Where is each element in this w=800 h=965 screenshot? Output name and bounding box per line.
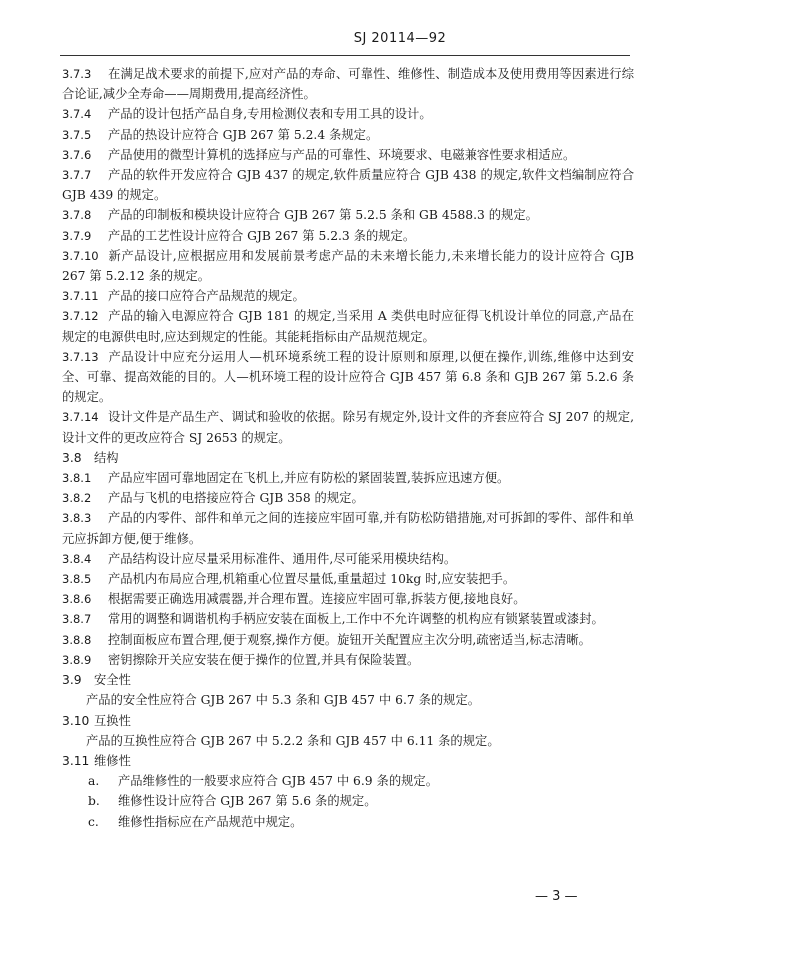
section-number: 3.10 <box>62 713 90 728</box>
document-body <box>62 64 634 832</box>
clause-number: 3.8.7 <box>62 612 92 627</box>
clause-3-7-14 <box>62 407 634 447</box>
header-rule <box>60 55 630 56</box>
section-3-9-text: 产品的安全性应符合 GJB 267 中 5.3 条和 GJB 457 中 6.7 条的规定。 <box>86 693 481 708</box>
clause-text: 产品的热设计应符合 GJB 267 第 5.2.4 条规定。 <box>108 127 379 142</box>
clause-text: 产品结构设计应尽量采用标准件、通用件,尽可能采用模块结构。 <box>108 551 457 566</box>
clause-text: 产品的内零件、部件和单元之间的连接应牢固可靠,并有防松防错措施,对可拆卸的零件、部件和单元应拆卸方便,便于维修。 <box>62 511 634 546</box>
clause-3-7-9 <box>62 226 634 246</box>
clause-number: 3.7.3 <box>62 67 92 81</box>
section-heading-3-9 <box>62 670 634 690</box>
section-number: 3.8 <box>62 450 82 465</box>
clause-3-8-5 <box>62 569 634 589</box>
section-number: 3.11 <box>62 753 90 768</box>
clause-text: 密钥擦除开关应安装在便于操作的位置,并具有保险装置。 <box>108 652 420 667</box>
clause-text: 产品的设计包括产品自身,专用检测仪表和专用工具的设计。 <box>108 107 432 122</box>
clause-text: 新产品设计,应根据应用和发展前景考虑产品的未来增长能力,未来增长能力的设计应符合 GJB 267 第 5.2.12 条的规定。 <box>62 248 634 284</box>
clause-number: 3.7.12 <box>62 309 99 324</box>
page-header: SJ 20114—92 <box>353 31 447 46</box>
clause-number: 3.8.5 <box>62 572 92 587</box>
section-title: 安全性 <box>94 673 131 688</box>
clause-3-8-3 <box>62 508 634 548</box>
clause-number: 3.8.1 <box>62 471 92 486</box>
clause-3-8-7 <box>62 609 634 629</box>
clause-text: 产品设计中应充分运用人—机环境系统工程的设计原则和原理,以便在操作,训练,维修中达到安全、可靠、提高效能的目的。人—机环境工程的设计应符合 GJB 457 第 6.8 条和 GJB 267 第 5.2.6 条的规定。 <box>62 349 634 405</box>
clause-text: 根据需要正确选用减震器,并合理布置。连接应牢固可靠,拆装方便,接地良好。 <box>108 592 526 607</box>
section-heading-3-8 <box>62 448 634 468</box>
list-item-text: 产品维修性的一般要求应符合 GJB 457 中 6.9 条的规定。 <box>118 774 439 789</box>
clause-3-7-13 <box>62 347 634 408</box>
clause-text: 产品的接口应符合产品规范的规定。 <box>108 289 305 304</box>
clause-text: 产品应牢固可靠地固定在飞机上,并应有防松的紧固装置,装拆应迅速方便。 <box>108 471 510 486</box>
list-marker: c. <box>88 814 99 829</box>
clause-text: 控制面板应布置合理,便于观察,操作方便。旋钮开关配置应主次分明,疏密适当,标志清晰。 <box>108 632 591 647</box>
clause-number: 3.8.6 <box>62 592 92 607</box>
clause-3-7-6 <box>62 145 634 165</box>
list-marker: a. <box>88 774 100 789</box>
clause-text: 产品的输入电源应符合 GJB 181 的规定,当采用 A 类供电时应征得飞机设计单位的同意,产品在规定的电源供电时,应达到规定的性能。其能耗指标由产品规范规定。 <box>62 309 634 344</box>
section-title: 维修性 <box>94 753 131 768</box>
clause-number: 3.7.14 <box>62 410 99 425</box>
clause-text: 产品的工艺性设计应符合 GJB 267 第 5.2.3 条的规定。 <box>108 228 416 243</box>
clause-text: 产品与飞机的电搭接应符合 GJB 358 的规定。 <box>108 491 364 506</box>
clause-3-7-12 <box>62 306 634 346</box>
section-heading-3-11 <box>62 751 634 771</box>
clause-number: 3.7.6 <box>62 147 92 162</box>
clause-number: 3.7.8 <box>62 208 92 223</box>
clause-3-7-10 <box>62 246 634 286</box>
list-item <box>62 771 634 791</box>
list-item-text: 维修性指标应在产品规范中规定。 <box>118 814 303 829</box>
list-item <box>62 791 634 811</box>
section-heading-3-10 <box>62 711 634 731</box>
clause-number: 3.8.3 <box>62 511 92 526</box>
clause-number: 3.7.13 <box>62 349 99 364</box>
clause-3-7-8 <box>62 205 634 225</box>
list-marker: b. <box>88 794 100 809</box>
clause-text: 产品的印制板和模块设计应符合 GJB 267 第 5.2.5 条和 GB 4588.3 的规定。 <box>108 208 538 223</box>
clause-3-7-3 <box>62 64 634 104</box>
clause-3-8-9 <box>62 650 634 670</box>
clause-3-7-11 <box>62 286 634 306</box>
clause-3-7-7 <box>62 165 634 205</box>
clause-3-8-6 <box>62 589 634 609</box>
clause-text: 产品使用的微型计算机的选择应与产品的可靠性、环境要求、电磁兼容性要求相适应。 <box>108 147 576 162</box>
clause-3-8-2 <box>62 488 634 508</box>
clause-3-7-5 <box>62 125 634 145</box>
clause-number: 3.7.9 <box>62 228 92 243</box>
clause-number: 3.7.10 <box>62 248 99 263</box>
section-number: 3.9 <box>62 673 82 688</box>
section-3-10-text: 产品的互换性应符合 GJB 267 中 5.2.2 条和 GJB 457 中 6.11 条的规定。 <box>86 733 500 748</box>
clause-3-8-4 <box>62 549 634 569</box>
clause-number: 3.7.4 <box>62 107 92 122</box>
clause-text: 产品机内布局应合理,机箱重心位置尽量低,重量超过 10kg 时,应安装把手。 <box>108 572 516 587</box>
clause-number: 3.7.7 <box>62 168 92 183</box>
clause-3-8-1 <box>62 468 634 488</box>
clause-number: 3.8.9 <box>62 652 92 667</box>
section-title: 结构 <box>94 450 119 465</box>
clause-number: 3.7.5 <box>62 127 92 142</box>
clause-3-8-8 <box>62 630 634 650</box>
list-item-text: 维修性设计应符合 GJB 267 第 5.6 条的规定。 <box>118 794 377 809</box>
clause-number: 3.7.11 <box>62 289 99 304</box>
clause-number: 3.8.2 <box>62 491 92 506</box>
list-item <box>62 812 634 832</box>
clause-text: 设计文件是产品生产、调试和验收的依据。除另有规定外,设计文件的齐套应符合 SJ 207 的规定,设计文件的更改应符合 SJ 2653 的规定。 <box>62 410 634 445</box>
clause-text: 在满足战术要求的前提下,应对产品的寿命、可靠性、维修性、制造成本及使用费用等因素进行综合论证,减少全寿命——周期费用,提高经济性。 <box>62 67 634 102</box>
clause-text: 常用的调整和调谐机构手柄应安装在面板上,工作中不允许调整的机构应有锁紧装置或漆封。 <box>108 612 604 627</box>
section-title: 互换性 <box>94 713 131 728</box>
page-number: — 3 — <box>535 889 578 904</box>
clause-number: 3.8.8 <box>62 632 92 647</box>
clause-3-7-4 <box>62 104 634 124</box>
clause-number: 3.8.4 <box>62 551 92 566</box>
clause-text: 产品的软件开发应符合 GJB 437 的规定,软件质量应符合 GJB 438 的规定,软件文档编制应符合 GJB 439 的规定。 <box>62 168 634 203</box>
